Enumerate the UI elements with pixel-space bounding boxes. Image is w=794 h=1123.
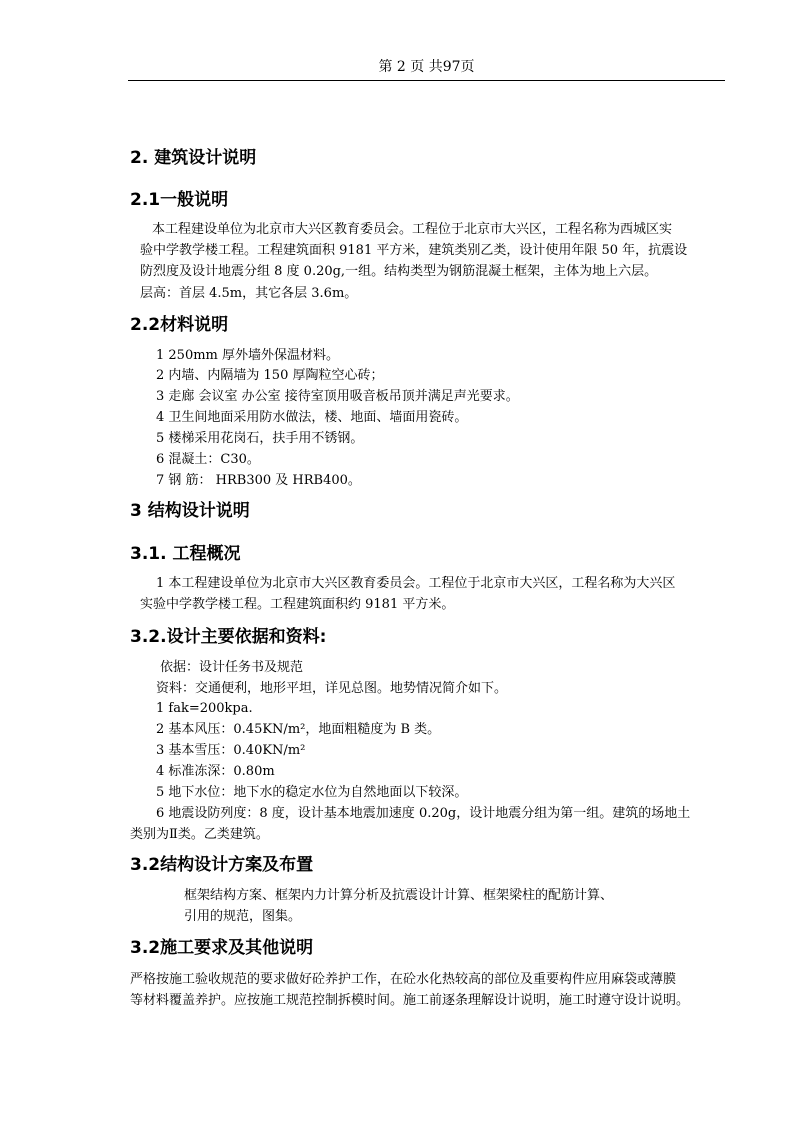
list-item: 7 钢 筋： HRB300 及 HRB400。	[156, 473, 361, 488]
list-item: 2 内墙、内隔墙为 150 厚陶粒空心砖；	[156, 368, 384, 383]
list-item: 4 标准冻深：0.80m	[156, 764, 275, 779]
paragraph-line: 严格按施工验收规范的要求做好砼养护工作，在砼水化热较高的部位及重要构件应用麻袋或薄膜	[130, 972, 677, 987]
section-3-3-title: 3.2结构设计方案及布置	[130, 855, 314, 875]
section-3-2-title: 3.2.设计主要依据和资料:	[130, 627, 327, 647]
list-item: 3 走廊 会议室 办公室 接待室顶用吸音板吊顶并满足声光要求。	[156, 389, 519, 404]
paragraph-line: 引用的规范，图集。	[184, 909, 302, 924]
section-2-1-title: 2.1一般说明	[130, 190, 229, 210]
section-3-4-title: 3.2施工要求及其他说明	[130, 938, 314, 958]
list-item: 资料：交通便利，地形平坦，详见总图。地势情况简介如下。	[156, 681, 508, 696]
paragraph-line: 框架结构方案、框架内力计算分析及抗震设计计算、框架梁柱的配筋计算、	[184, 888, 614, 903]
list-item: 1 250mm 厚外墙外保温材料。	[156, 348, 340, 363]
list-item: 2 基本风压：0.45KN/m²，地面粗糙度为 B 类。	[156, 722, 441, 737]
page-number-header: 第 2 页 共97页	[378, 59, 475, 75]
list-item: 3 基本雪压：0.40KN/m²	[156, 743, 306, 758]
list-item: 依据：设计任务书及规范	[160, 660, 304, 675]
section-2-title: 2. 建筑设计说明	[130, 148, 257, 168]
list-item: 6 混凝土：C30。	[156, 452, 260, 467]
section-3-1-title: 3.1. 工程概况	[130, 544, 241, 564]
list-item: 5 地下水位：地下水的稳定水位为自然地面以下较深。	[156, 785, 468, 800]
paragraph-line: 验中学教学楼工程。工程建筑面积 9181 平方米，建筑类别乙类，设计使用年限 50 年，抗震设	[140, 243, 688, 258]
list-item: 4 卫生间地面采用防水做法，楼、地面、墙面用瓷砖。	[156, 410, 468, 425]
list-item: 类别为Ⅱ类。乙类建筑。	[130, 827, 269, 842]
paragraph-line: 等材料覆盖养护。应按施工规范控制拆模时间。施工前逐条理解设计说明，施工时遵守设计说明。	[130, 993, 690, 1008]
paragraph-line: 本工程建设单位为北京市大兴区教育委员会。工程位于北京市大兴区，工程名称为西城区实	[152, 222, 673, 237]
paragraph-line: 防烈度及设计地震分组 8 度 0.20g,一组。结构类型为钢筋混凝土框架，主体为地上六层。	[140, 264, 658, 279]
paragraph-line: 层高：首层 4.5m，其它各层 3.6m。	[140, 286, 358, 301]
list-item: 6 地震设防列度：8 度，设计基本地震加速度 0.20g，设计地震分组为第一组。建筑的场地土	[156, 806, 691, 821]
list-item: 1 fak=200kpa.	[156, 701, 253, 716]
section-3-title: 3 结构设计说明	[130, 501, 250, 521]
section-2-2-title: 2.2材料说明	[130, 315, 229, 335]
header-rule	[128, 80, 725, 81]
list-item: 5 楼梯采用花岗石，扶手用不锈钢。	[156, 431, 364, 446]
paragraph-line: 实验中学教学楼工程。工程建筑面积约 9181 平方米。	[140, 597, 455, 612]
paragraph-line: 1 本工程建设单位为北京市大兴区教育委员会。工程位于北京市大兴区，工程名称为大兴区	[156, 576, 676, 591]
